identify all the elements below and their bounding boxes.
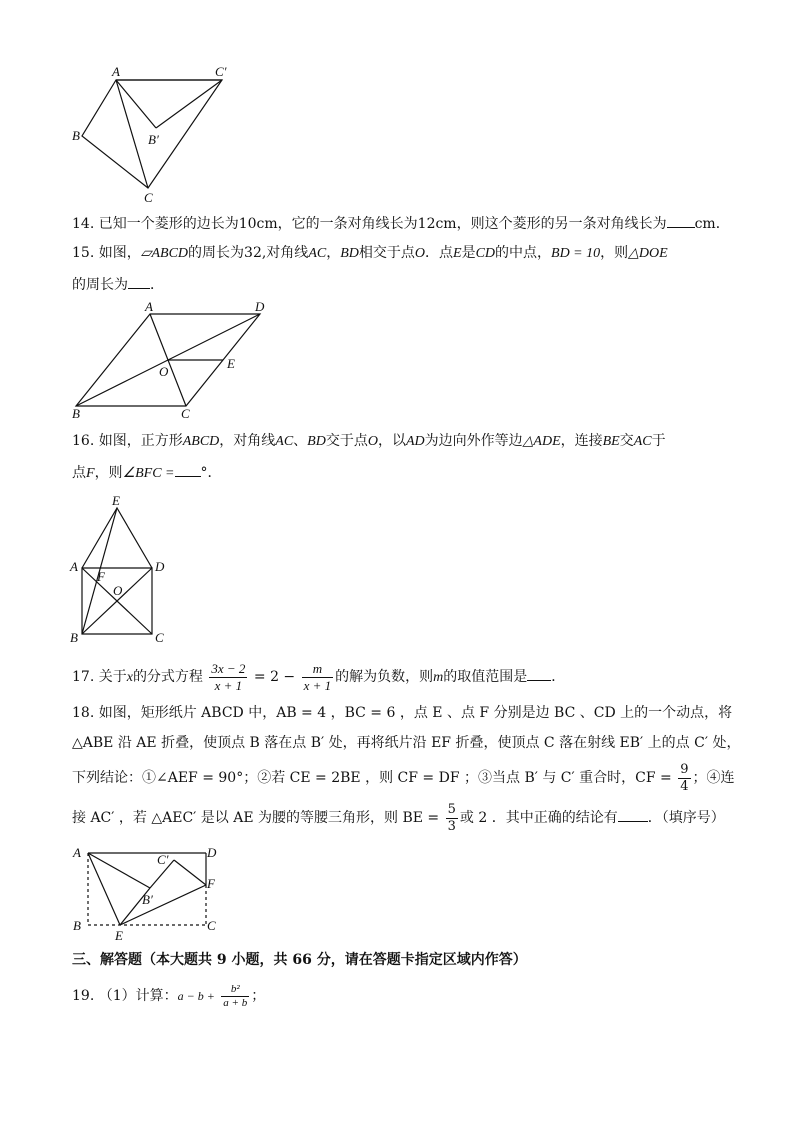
- q16-triangle: △ADE: [522, 434, 561, 449]
- triangle-ade: [82, 508, 152, 568]
- q15-shape: ▱ABCD: [140, 246, 189, 261]
- q16-ac: AC: [633, 434, 652, 449]
- question-18-line-1: [72, 703, 732, 723]
- seg-ef: [120, 885, 206, 925]
- fraction-denominator: 4: [680, 778, 689, 794]
- q16-text: 、: [293, 433, 308, 449]
- answer-blank: [667, 213, 695, 228]
- q17-text: 关于: [98, 669, 127, 685]
- figure-q18: [62, 840, 232, 948]
- q14-text-3: ，则这个菱形的另一条对角线长为: [456, 216, 667, 232]
- q16-ac: AC: [275, 434, 294, 449]
- q16-text: 如图，正方形: [98, 433, 183, 449]
- fraction-9-4: [678, 762, 690, 795]
- figure-q16: [62, 492, 182, 647]
- fraction-numerator: 5: [447, 801, 456, 817]
- q15-cd: CD: [475, 246, 496, 261]
- q16-text: 于: [651, 433, 666, 449]
- fraction-denominator: a + b: [223, 996, 248, 1009]
- q15-line-2: 的周长为: [72, 277, 128, 293]
- fraction-numerator: 3x − 2: [211, 660, 246, 676]
- figure-q15: [62, 298, 282, 423]
- fraction-denominator: 3: [447, 818, 456, 834]
- fraction-numerator: b²: [221, 983, 249, 997]
- q16-text: ，对角线: [219, 433, 276, 449]
- q17-x: x: [126, 670, 133, 685]
- q16-text: 为边向外作等边: [424, 433, 523, 449]
- q17-mid: = 2 −: [253, 669, 296, 685]
- q14-text-1: 已知一个菱形的边长为: [98, 216, 239, 232]
- q16-text: ，则: [94, 465, 123, 481]
- label-O: O: [159, 364, 169, 379]
- answer-blank: [527, 666, 551, 681]
- q18-line-3a: 下列结论：①∠AEF = 90°；②若 CE = 2BE ，则 CF = DF ；③当点 B′ 与 C′ 重合时，CF =: [72, 770, 672, 786]
- question-18-line-3: [72, 760, 735, 796]
- q15-text: 如图，: [98, 245, 141, 261]
- label-C: C: [181, 406, 190, 421]
- label-D: D: [207, 845, 217, 860]
- label-F: F: [97, 569, 105, 584]
- q14-end: ．: [715, 216, 730, 232]
- label-A: A: [112, 64, 120, 79]
- q14-unit: cm: [694, 216, 716, 232]
- q15-text: 的中点，: [495, 245, 552, 261]
- q16-abcd: ABCD: [182, 434, 220, 449]
- q17-number: 17.: [72, 669, 95, 685]
- seg-ac: [116, 80, 148, 188]
- label-C: C: [144, 190, 153, 205]
- label-D: D: [155, 559, 165, 574]
- label-O: O: [113, 583, 123, 598]
- label-B: B: [70, 630, 78, 645]
- fraction-5-3: [446, 802, 458, 835]
- label-B: B: [72, 128, 80, 143]
- fraction-denominator: x + 1: [214, 677, 243, 693]
- q15-triangle: △DOE: [628, 246, 668, 261]
- question-18-line-4: [72, 800, 725, 836]
- q15-text: 相交于点: [358, 245, 415, 261]
- label-B: B: [73, 918, 81, 933]
- question-16-line-1: [72, 431, 666, 452]
- label-B: B: [72, 406, 80, 421]
- answer-blank: [175, 462, 201, 477]
- q15-number: 15.: [72, 245, 95, 261]
- label-B-prime: B′: [142, 892, 153, 907]
- fraction-denominator: x + 1: [303, 677, 332, 693]
- q15-text: ．点: [425, 245, 453, 261]
- q16-text: 交: [619, 433, 634, 449]
- q19-end: ；: [251, 988, 266, 1004]
- question-18-line-2: [72, 733, 740, 753]
- fraction-2: [302, 661, 334, 694]
- q15-text: 的周长为32,对角线: [188, 245, 309, 261]
- label-B-prime: B′: [148, 132, 159, 147]
- section-title: 三、解答题（本大题共 9 小题，共 66 分，请在答题卡指定区域内作答）: [72, 952, 527, 968]
- q18-number: 18.: [72, 705, 95, 721]
- fraction-b2: [221, 983, 249, 1010]
- q17-text: 的解为负数，则: [335, 669, 434, 685]
- figure-q13: [60, 60, 250, 205]
- q14-number: 14.: [72, 216, 95, 232]
- q14-value-1: 10cm: [238, 216, 278, 232]
- label-E: E: [115, 928, 123, 943]
- q16-number: 16.: [72, 433, 95, 449]
- fraction-numerator: 9: [680, 761, 689, 777]
- question-17: [72, 659, 565, 696]
- label-C-prime: C′: [215, 64, 227, 79]
- q17-text: 的分式方程: [132, 669, 203, 685]
- q16-text: ，以: [377, 433, 406, 449]
- label-C: C: [155, 630, 164, 645]
- label-F: F: [207, 876, 215, 891]
- fraction-1: [209, 661, 247, 694]
- label-A: A: [70, 559, 78, 574]
- q16-ad: AD: [405, 434, 425, 449]
- section-3-heading: [72, 950, 527, 970]
- label-A: A: [145, 299, 153, 314]
- q15-eq: BD = 10: [551, 246, 601, 261]
- question-15-line-2: [72, 274, 164, 295]
- q19-expr: a − b +: [177, 989, 215, 1003]
- q16-bd: BD: [307, 434, 326, 449]
- seg-c-prime-f: [174, 860, 206, 885]
- q14-value-2: 12cm: [417, 216, 457, 232]
- label-C-prime: C′: [157, 852, 169, 867]
- q18-line-1: 如图，矩形纸片 ABCD 中，AB = 4 ，BC = 6 ，点 E 、点 F 分别是边 BC 、CD 上的一个动点，将: [98, 705, 733, 721]
- q15-text: 是: [461, 245, 476, 261]
- q16-angle: ∠BFC =: [122, 466, 175, 481]
- seg-ae: [88, 853, 120, 925]
- question-15-line-1: [72, 243, 668, 264]
- label-E: E: [112, 493, 120, 508]
- q18-line-4a: 接 AC′ ，若 △AEC′ 是以 AE 为腰的等腰三角形，则 BE =: [72, 810, 440, 826]
- label-A: A: [73, 845, 81, 860]
- q16-end: °．: [200, 465, 222, 481]
- q17-text: 的取值范围是: [443, 669, 528, 685]
- q15-end: ．: [150, 277, 164, 293]
- q16-text: 点: [72, 465, 86, 481]
- q15-e: E: [453, 246, 462, 261]
- seg-ab-prime: [88, 853, 150, 888]
- label-C: C: [207, 918, 216, 933]
- q18-line-3b: ；④连: [692, 770, 735, 786]
- question-14: [72, 213, 730, 234]
- seg-b-prime-c-prime: [156, 80, 222, 128]
- q16-be: BE: [602, 434, 620, 449]
- question-19: [72, 978, 265, 1014]
- q14-text-2: ，它的一条对角线长为: [277, 216, 418, 232]
- label-E: E: [227, 356, 235, 371]
- q18-line-4b: 或 2 ．其中正确的结论有: [459, 810, 618, 826]
- q15-bd: BD: [340, 246, 359, 261]
- q15-o: O: [414, 246, 425, 261]
- q15-text: ，则: [600, 245, 629, 261]
- answer-blank: [128, 274, 150, 289]
- q18-line-4c: ．（填序号）: [647, 810, 725, 826]
- q19-part: （1）计算：: [98, 988, 178, 1004]
- fraction-numerator: m: [302, 661, 334, 678]
- q18-line-2: △ABE 沿 AE 折叠，使顶点 B 落在点 B′ 处，再将纸片沿 EF 折叠，使顶点 C 落在射线 EB′ 上的点 C′ 处，: [72, 735, 741, 751]
- q19-number: 19.: [72, 988, 95, 1004]
- q16-text: ，连接: [560, 433, 603, 449]
- answer-blank: [618, 807, 648, 822]
- q16-text: 交于点: [325, 433, 368, 449]
- q17-end: ．: [551, 669, 566, 685]
- seg-ab-prime: [116, 80, 156, 128]
- q16-o: O: [367, 434, 378, 449]
- q15-text: ，: [326, 245, 341, 261]
- q15-ac: AC: [308, 246, 327, 261]
- q16-f: F: [86, 466, 95, 481]
- question-16-line-2: [72, 462, 222, 484]
- label-D: D: [255, 299, 265, 314]
- q17-m: m: [433, 670, 444, 685]
